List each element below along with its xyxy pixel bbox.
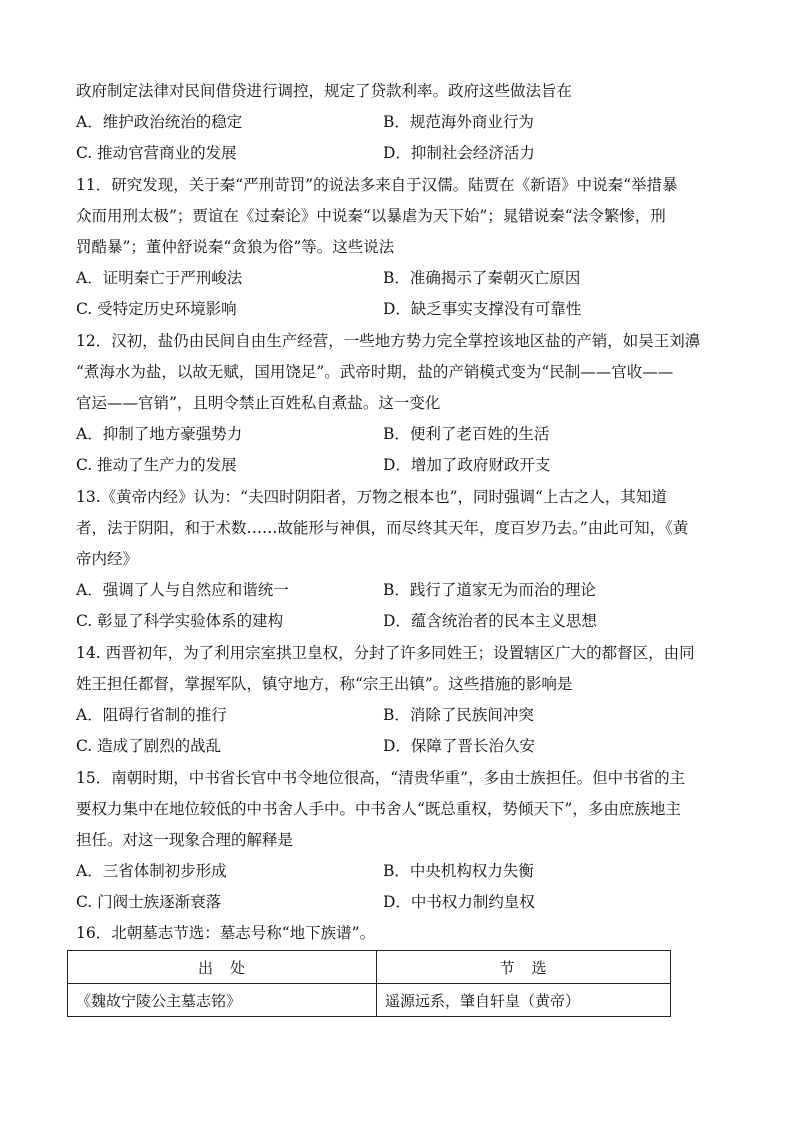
q14-option-d[interactable]: D．保障了晋长治久安: [383, 737, 535, 755]
q10-option-b[interactable]: B．规范海外商业行为: [383, 113, 534, 131]
q11-option-b[interactable]: B．准确揭示了秦朝灭亡原因: [383, 269, 581, 287]
q13-option-c[interactable]: C. 彰显了科学实验体系的建构: [76, 612, 284, 630]
q11-stem-line: 11．研究发现，关于秦“严刑苛罚”的说法多来自于汉儒。陆贾在《新语》中说秦“举措暴: [76, 176, 678, 194]
q11-option-d[interactable]: D．缺乏事实支撑没有可靠性: [383, 300, 582, 318]
q16-source-table: [67, 950, 671, 1017]
q15-stem-line: 要权力集中在地位较低的中书舍人手中。中书舍人“既总重权，势倾天下”，多由庶族地主: [76, 800, 681, 818]
q14-option-a[interactable]: A．阻碍行省制的推行: [76, 706, 227, 724]
q12-stem-line: 12．汉初，盐仍由民间自由生产经营，一些地方势力完全掌控该地区盐的产销，如吴王刘濞: [76, 332, 701, 350]
q12-option-d[interactable]: D．增加了政府财政开支: [383, 456, 551, 474]
q10-option-d[interactable]: D．抑制社会经济活力: [383, 144, 535, 162]
q15-option-d[interactable]: D．中书权力制约皇权: [383, 893, 535, 911]
q15-option-c[interactable]: C. 门阀士族逐渐衰落: [76, 893, 222, 911]
table-header-source: 出 处: [68, 951, 377, 984]
q15-stem-line: 15．南朝时期，中书省长官中书令地位很高，“清贵华重”，多由士族担任。但中书省的主: [76, 769, 686, 787]
q11-stem-line: 众而用刑太极”；贾谊在《过秦论》中说秦“以暴虐为天下始”；晁错说秦“法令繁惨，刑: [76, 207, 666, 225]
q15-option-a[interactable]: A．三省体制初步形成: [76, 862, 227, 880]
q13-stem-line: 帝内经》: [76, 550, 139, 568]
q13-option-a[interactable]: A．强调了人与自然应和谐统一: [76, 581, 289, 599]
q13-stem-line: 13.《黄帝内经》认为：“夫四时阴阳者，万物之根本也”，同时强调“上古之人，其知道: [76, 488, 667, 506]
q11-option-c[interactable]: C. 受特定历史环境影响: [76, 300, 237, 318]
q13-option-b[interactable]: B．践行了道家无为而治的理论: [383, 581, 596, 599]
table-row: [68, 984, 671, 1017]
q10-option-a[interactable]: A．维护政治统治的稳定: [76, 113, 243, 131]
q12-option-c[interactable]: C. 推动了生产力的发展: [76, 456, 237, 474]
table-header-row: [68, 951, 671, 984]
q14-stem-line: 14. 西晋初年，为了利用宗室拱卫皇权，分封了许多同姓王；设置辖区广大的都督区，由同: [76, 644, 695, 662]
q12-stem-line: 官运——官销”，且明令禁止百姓私自煮盐。这一变化: [76, 394, 441, 412]
q14-option-c[interactable]: C. 造成了剧烈的战乱: [76, 737, 222, 755]
q14-stem-line: 姓王担任都督，掌握军队，镇守地方，称“宗王出镇”。这些措施的影响是: [76, 675, 573, 693]
q13-stem-line: 者，法于阴阳，和于术数……故能形与神俱，而尽终其天年，度百岁乃去。”由此可知，《黄: [76, 519, 689, 537]
q15-stem-line: 担任。对这一现象合理的解释是: [76, 831, 294, 849]
q12-stem-line: “煮海水为盐，以故无赋，国用饶足”。武帝时期，盐的产销模式变为“民制——官收——: [76, 363, 674, 381]
q12-option-b[interactable]: B．便利了老百姓的生活: [383, 425, 550, 443]
q10-option-c[interactable]: C. 推动官营商业的发展: [76, 144, 237, 162]
q13-option-d[interactable]: D．蕴含统治者的民本主义思想: [383, 612, 597, 630]
q12-option-a[interactable]: A．抑制了地方豪强势力: [76, 425, 243, 443]
q14-option-b[interactable]: B．消除了民族间冲突: [383, 706, 534, 724]
q11-option-a[interactable]: A．证明秦亡于严刑峻法: [76, 269, 243, 287]
table-header-excerpt: 节 选: [377, 951, 671, 984]
table-cell-source: 《魏故宁陵公主墓志铭》: [68, 984, 377, 1017]
table-cell-excerpt: 遥源远系，肇自轩皇（黄帝）: [377, 984, 671, 1017]
q11-stem-line: 罚酷暴”；董仲舒说秦“贪狼为俗”等。这些说法: [76, 238, 395, 256]
q15-option-b[interactable]: B．中央机构权力失衡: [383, 862, 534, 880]
q10-stem-line: 政府制定法律对民间借贷进行调控，规定了贷款利率。政府这些做法旨在: [76, 82, 573, 100]
q16-stem-line: 16．北朝墓志节选：墓志号称“地下族谱”。: [76, 924, 376, 942]
